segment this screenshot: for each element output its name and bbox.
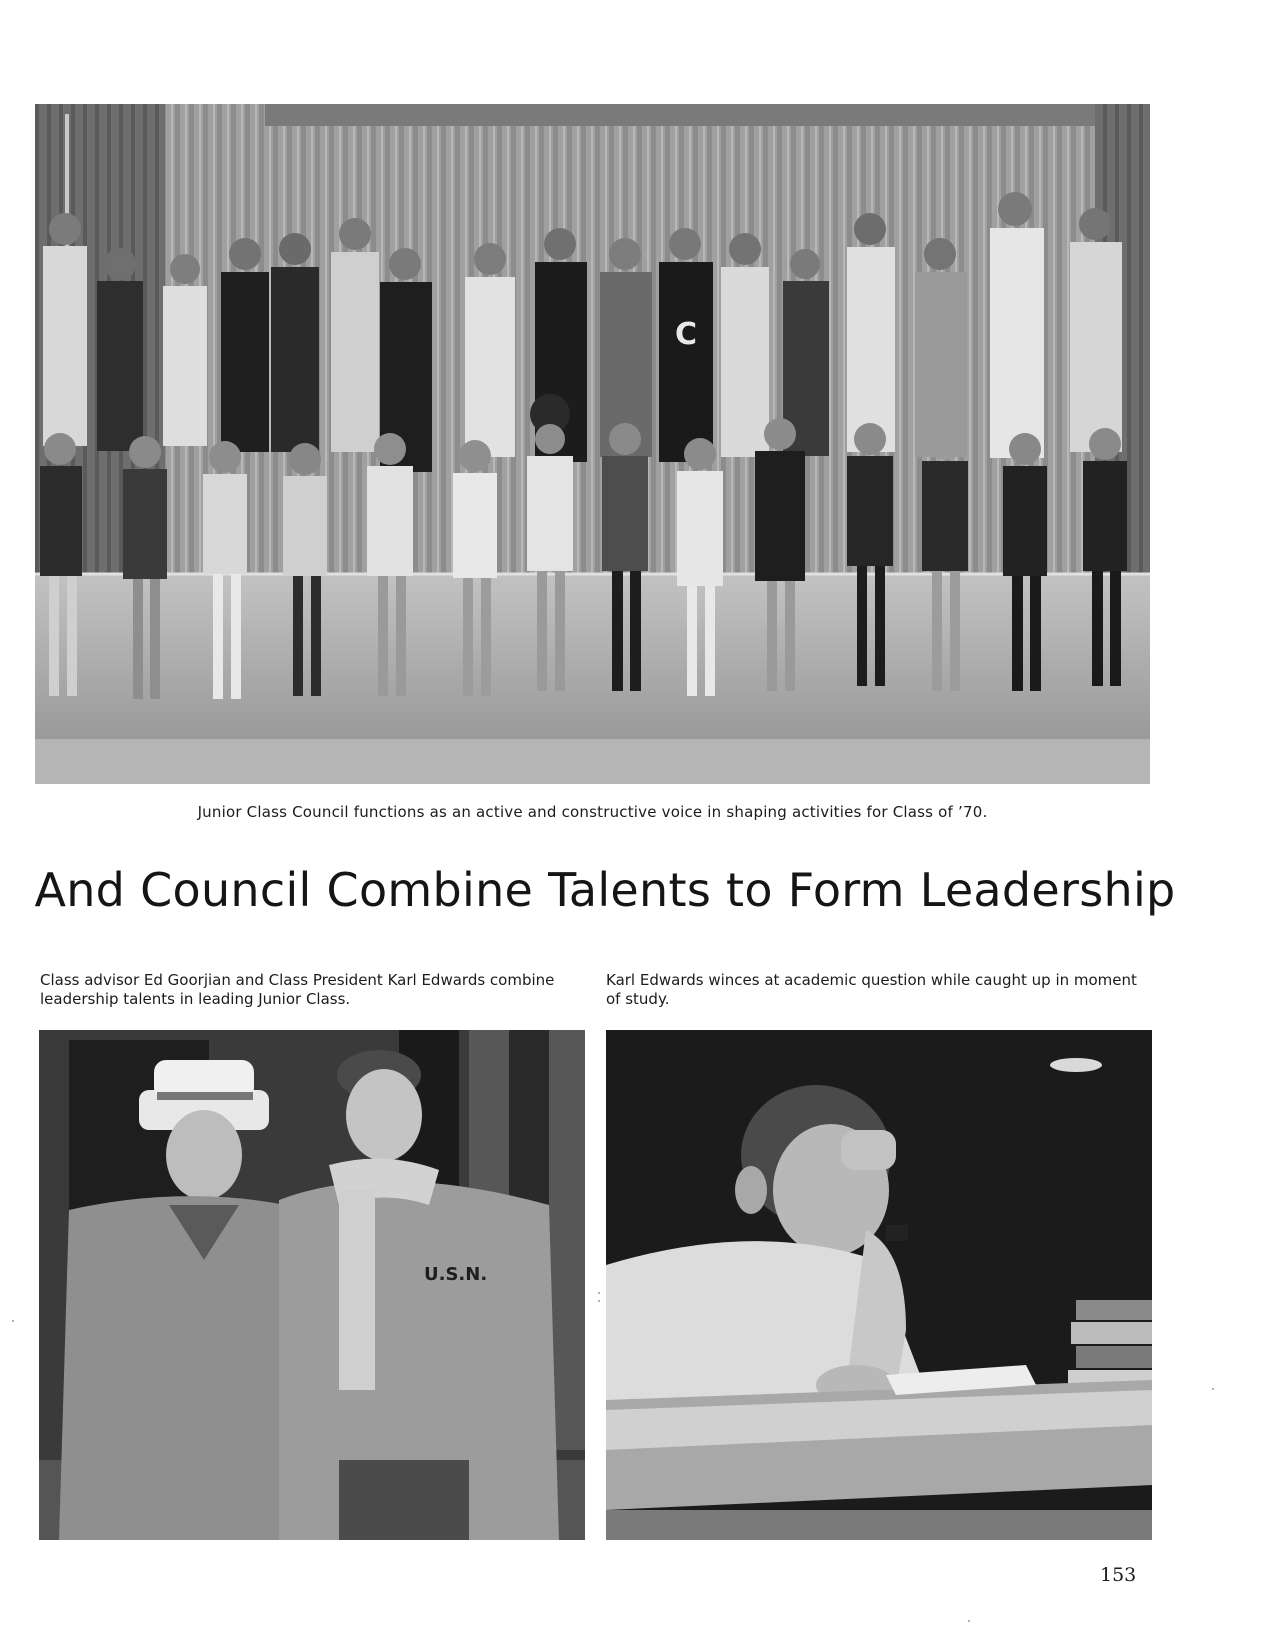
caption-study-photo: Karl Edwards winces at academic question while caught up in moment of study. xyxy=(606,971,1137,1008)
letterman-c-letter: C xyxy=(674,317,698,352)
scan-speck xyxy=(12,1320,14,1322)
advisor-photo-graphic xyxy=(39,1030,585,1540)
photo-karl-edwards-studying xyxy=(606,1030,1152,1540)
scan-speck xyxy=(968,1620,970,1622)
scan-speck xyxy=(598,1292,600,1294)
council-photo-graphic xyxy=(35,104,1150,784)
group-photo-junior-class-council xyxy=(35,104,1150,784)
caption-advisor-photo: Class advisor Ed Goorjian and Class President Karl Edwards combine leadership talents in leading Junior Class. xyxy=(40,971,555,1008)
page-headline: And Council Combine Talents to Form Leadership xyxy=(34,863,1176,917)
photo-advisor-and-president xyxy=(39,1030,585,1540)
scan-speck xyxy=(1212,1388,1214,1390)
page-number: 153 xyxy=(1100,1564,1137,1586)
jacket-lettering: U.S.N. xyxy=(424,1264,488,1285)
scan-speck xyxy=(598,1300,600,1302)
caption-council-photo: Junior Class Council functions as an active and constructive voice in shaping activities for Class of ’70. xyxy=(197,803,988,821)
book-stack xyxy=(1068,1300,1152,1392)
study-photo-graphic xyxy=(606,1030,1152,1540)
